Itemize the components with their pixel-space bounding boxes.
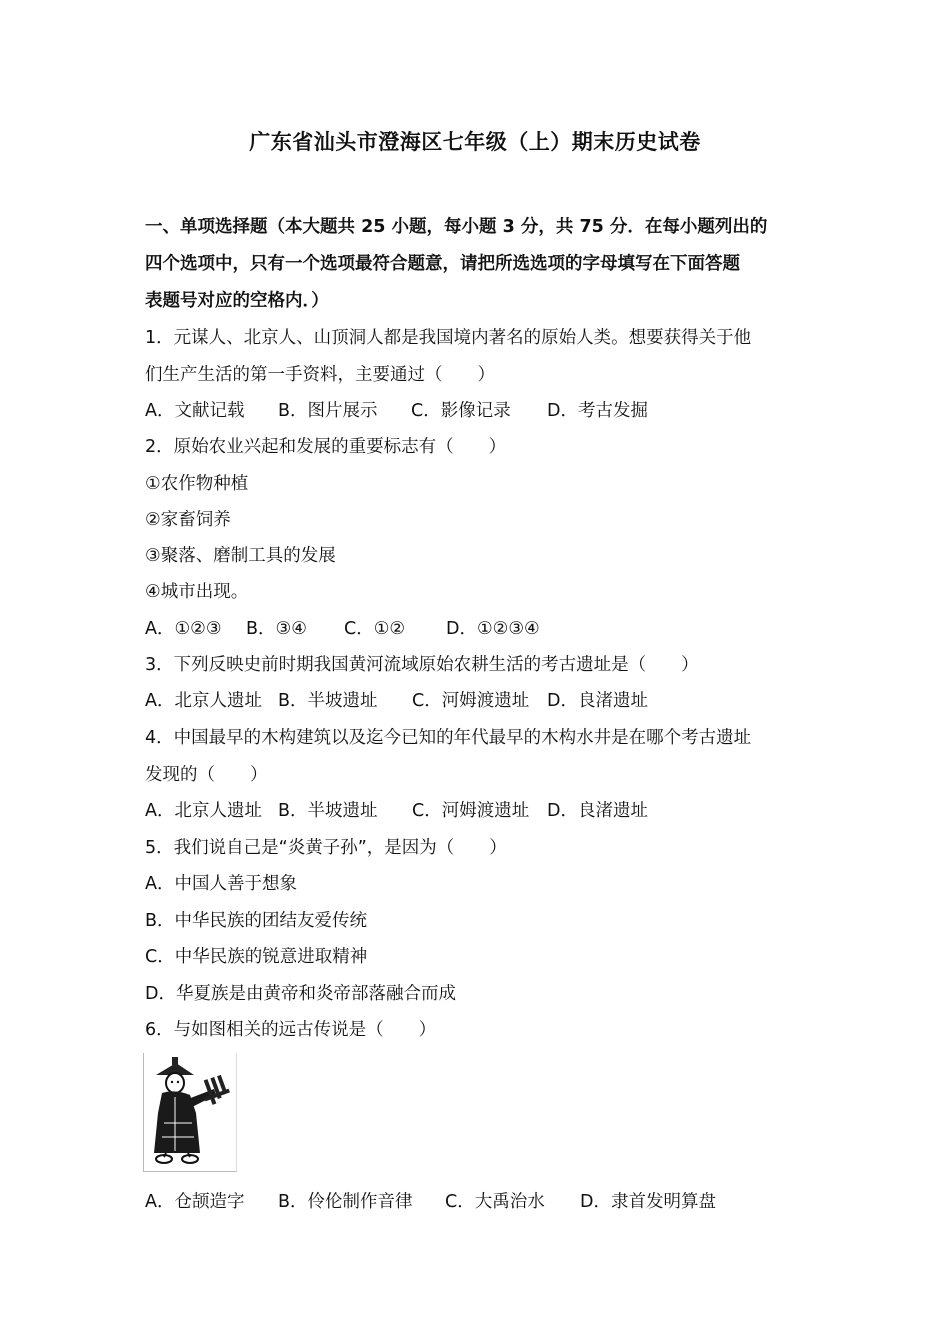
q4-option-a[interactable]: A．北京人遗址 [145,801,262,821]
q4-options [145,799,648,823]
ancient-figure-with-flute-illustration [144,1053,236,1171]
q3-options [145,689,648,713]
q3-option-a[interactable]: A．北京人遗址 [145,691,262,711]
q3-option-d[interactable]: D．良渚遗址 [547,691,648,711]
q4-option-c[interactable]: C．河姆渡遗址 [412,801,530,821]
q3-option-b[interactable]: B．半坡遗址 [278,691,378,711]
q1-stem-line-2: 们生产生活的第一手资料，主要通过（ ） [145,365,495,385]
q2-stem: 2．原始农业兴起和发展的重要标志有（ ） [145,437,507,457]
section-heading-line-2: 四个选项中，只有一个选项最符合题意，请把所选选项的字母填写在下面答题 [145,254,740,274]
q1-options [145,399,648,423]
q4-stem-line-1: 4．中国最早的木构建筑以及迄今已知的年代最早的木构水井是在哪个考古遗址 [145,728,752,748]
q6-option-a[interactable]: A．仓颉造字 [145,1192,245,1212]
q6-figure [143,1053,237,1172]
q2-option-c[interactable]: C．①② [344,619,406,639]
q2-item-4: ④城市出现。 [145,582,249,602]
q2-option-b[interactable]: B．③④ [246,619,307,639]
q1-option-d[interactable]: D．考古发掘 [547,401,648,421]
q3-stem: 3．下列反映史前时期我国黄河流域原始农耕生活的考古遗址是（ ） [145,655,699,675]
q1-option-a[interactable]: A．文献记载 [145,401,245,421]
q2-option-d[interactable]: D．①②③④ [446,619,540,639]
q2-item-1: ①农作物种植 [145,474,249,494]
q6-option-c[interactable]: C．大禹治水 [445,1192,545,1212]
q6-option-b[interactable]: B．伶伦制作音律 [278,1192,413,1212]
q1-option-c[interactable]: C．影像记录 [411,401,511,421]
section-heading-line-3: 表题号对应的空格内．） [145,291,329,311]
q4-option-d[interactable]: D．良渚遗址 [547,801,648,821]
q2-option-a[interactable]: A．①②③ [145,619,222,639]
q5-option-a[interactable]: A．中国人善于想象 [145,874,297,894]
q2-item-3: ③聚落、磨制工具的发展 [145,546,336,566]
q1-stem-line-1: 1．元谋人、北京人、山顶洞人都是我国境内著名的原始人类。想要获得关于他 [145,328,752,348]
q6-options [145,1190,716,1214]
q1-option-b[interactable]: B．图片展示 [278,401,378,421]
q4-option-b[interactable]: B．半坡遗址 [278,801,378,821]
page-title: 广东省汕头市澄海区七年级（上）期末历史试卷 [249,130,701,154]
q6-stem: 6．与如图相关的远古传说是（ ） [145,1020,437,1040]
q4-stem-line-2: 发现的（ ） [145,765,268,785]
q5-option-b[interactable]: B．中华民族的团结友爱传统 [145,911,368,931]
q5-option-d[interactable]: D．华夏族是由黄帝和炎帝部落融合而成 [145,984,456,1004]
q5-stem: 5．我们说自己是“炎黄子孙”，是因为（ ） [145,838,507,858]
q5-option-c[interactable]: C．中华民族的锐意进取精神 [145,947,368,967]
q6-option-d[interactable]: D．隶首发明算盘 [580,1192,716,1212]
q2-options [145,617,540,641]
q3-option-c[interactable]: C．河姆渡遗址 [412,691,530,711]
q2-item-2: ②家畜饲养 [145,510,231,530]
section-heading-line-1: 一、单项选择题（本大题共 25 小题，每小题 3 分，共 75 分．在每小题列出的 [145,217,768,237]
